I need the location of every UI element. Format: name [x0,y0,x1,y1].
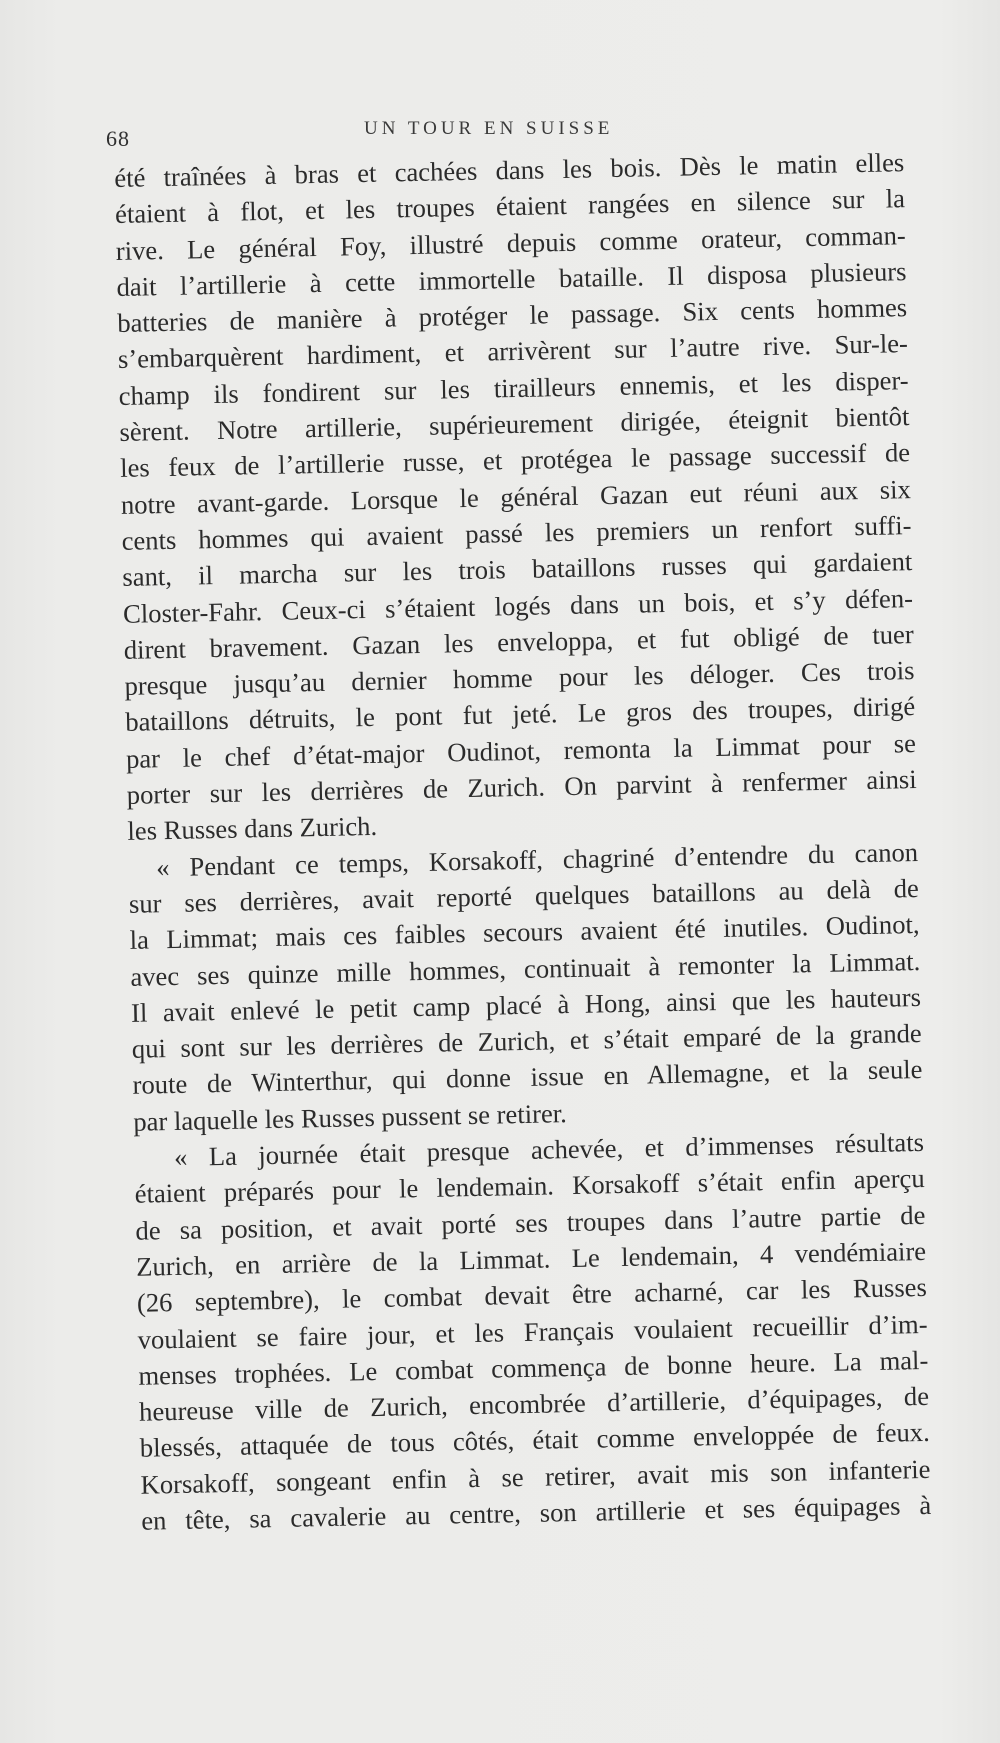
text-line: qui sont sur les derrières de Zurich, et s’était emparé de la grande [131,1018,922,1064]
text-line: la Limmat; mais ces faibles secours avaient été inutiles. Oudinot, [129,909,920,956]
text-line: Korsakoff, songeant enfin à se retirer, avait mis son infanterie [140,1453,931,1500]
body-text [114,144,932,1539]
text-line: sur ses derrières, avait reporté quelques bataillons au delà de [128,872,920,919]
text-line: cents hommes qui avaient passé les premiers un renfort suffi- [121,510,912,556]
text-line: sant, il marcha sur les trois bataillons russes qui gardaient [122,546,913,593]
text-line: été traînées à bras et cachées dans les bois. Dès le matin elles [114,147,905,193]
text-line: blessés, attaquée de tous côtés, était comme enveloppée de feux. [139,1417,930,1464]
text-line: dait l’artillerie à cette immortelle bataille. Il disposa plusieurs [116,256,907,302]
text-line: batteries de manière à protéger le passage. Six cents hommes [116,292,908,339]
text-line: étaient préparés pour le lendemain. Korsakoff s’était enfin aperçu [134,1163,925,1210]
text-line: rive. Le général Foy, illustré depuis comme orateur, comman- [115,219,906,266]
text-line: les feux de l’artillerie russe, et protégea le passage successif de [119,437,911,484]
text-line: porter sur les derrières de Zurich. On parvint à renfermer ainsi [126,764,917,810]
text-line: Il avait enlevé le petit camp placé à Hong, ainsi que les hauteurs [130,981,922,1028]
text-line: avec ses quinze mille hommes, continuait à remonter la Limmat. [130,945,921,992]
paragraph-end-line: les Russes dans Zurich. [127,811,378,847]
text-line: route de Winterthur, qui donne issue en Allemagne, et la seule [132,1054,923,1101]
text-line: dirent bravement. Gazan les enveloppa, et fut obligé de tuer [123,618,914,665]
text-line: de sa position, et avait porté ses troupes dans l’autre partie de [135,1199,926,1246]
text-line: en tête, sa cavalerie au centre, son artillerie et ses équipages à [141,1489,932,1536]
paragraph-end-line: par laquelle les Russes pussent se retirer. [133,1097,568,1137]
text-line: menses trophées. Le combat commença de bonne heure. La mal- [138,1344,929,1391]
text-line: sèrent. Notre artillerie, supérieurement dirigée, éteignit bientôt [119,401,910,448]
text-line: (26 septembre), le combat devait être acharné, car les Russes [136,1272,928,1318]
text-line: bataillons détruits, le pont fut jeté. Le gros des troupes, dirigé [124,691,916,738]
text-line: étaient à flot, et les troupes étaient rangées en silence sur la [114,183,906,230]
paragraph-start-line: « La journée était presque achevée, et d’immenses résultats [173,1126,925,1173]
text-line: presque jusqu’au dernier homme pour les déloger. Ces trois [124,655,915,702]
text-line: Zurich, en arrière de la Limmat. Le lendemain, 4 vendémiaire [135,1235,927,1282]
text-line: s’embarquèrent hardiment, et arrivèrent sur l’autre rive. Sur-le- [117,328,909,375]
text-line: voulaient se faire jour, et les Français voulaient recueillir d’im- [137,1308,928,1355]
text-line: champ ils fondirent sur les tirailleurs ennemis, et les disper- [118,364,909,411]
running-title: UN TOUR EN SUISSE [364,118,614,139]
page-number: 68 [106,126,130,151]
text-line: heureuse ville de Zurich, encombrée d’artillerie, d’équipages, de [138,1380,930,1427]
text-line: notre avant-garde. Lorsque le général Gazan eut réuni aux six [120,473,912,520]
text-line: par le chef d’état-major Oudinot, remonta la Limmat pour se [125,727,917,774]
text-line: Closter-Fahr. Ceux-ci s’étaient logés dans un bois, et s’y défen- [122,582,914,629]
paragraph-start-line: « Pendant ce temps, Korsakoff, chagriné d’entendre du canon [155,836,919,882]
